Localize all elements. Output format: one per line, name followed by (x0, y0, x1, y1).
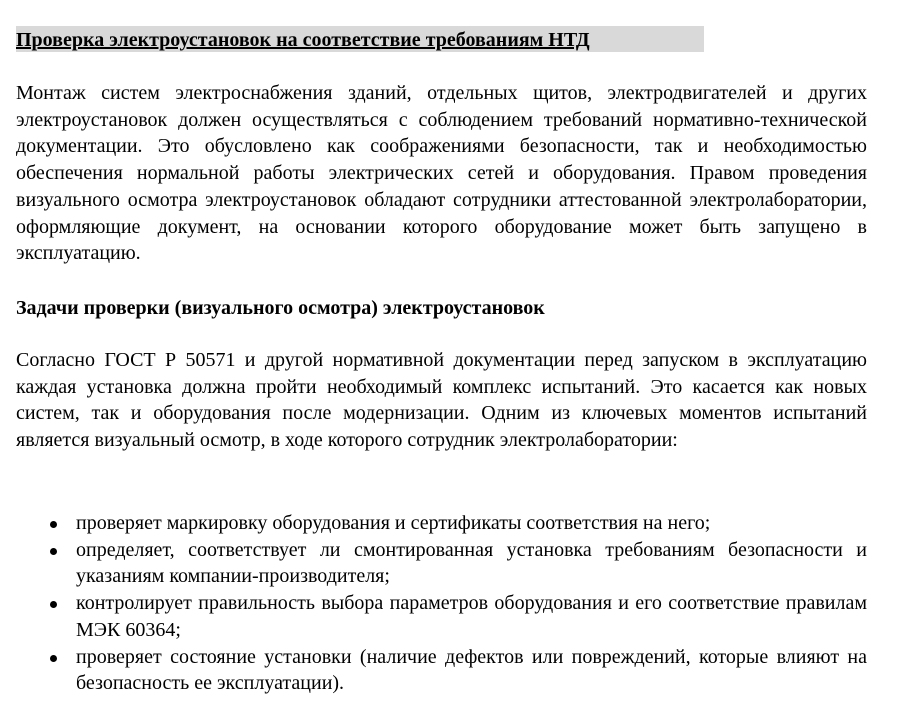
list-item-text: проверяет состояние установки (наличие дефектов или повреждений, которые влияют на безопасность ее эксплуатации). (76, 645, 867, 695)
bullet-icon (50, 548, 57, 555)
list-item (16, 644, 867, 697)
list-item (16, 510, 867, 537)
section-paragraph: Согласно ГОСТ Р 50571 и другой нормативной документации перед запуском в эксплуатацию каждая установка должна пройти необходимый комплекс испытаний. Это касается как новых систем, так и оборудования после модернизации. Одним из ключевых моментов испытаний является визуальный осмотр, в ходе которого сотрудник электролаборатории: (16, 349, 867, 452)
list-item-text: определяет, соответствует ли смонтированная установка требованиям безопасности и указаниям компании-производителя; (76, 538, 867, 588)
bullet-icon (50, 601, 57, 608)
list-item (16, 537, 867, 590)
list-item-text: контролирует правильность выбора параметров оборудования и его соответствие правилам МЭК 60364; (76, 592, 867, 641)
section-heading: Задачи проверки (визуального осмотра) электроустановок (16, 297, 545, 319)
list-item-text: проверяет маркировку оборудования и сертификаты соответствия на него; (76, 512, 711, 534)
task-list (16, 510, 867, 697)
bullet-icon (50, 521, 57, 528)
list-item (16, 590, 867, 643)
page-title: Проверка электроустановок на соответствие требованиям НТД (16, 29, 590, 51)
intro-paragraph: Монтаж систем электроснабжения зданий, отдельных щитов, электродвигателей и других электроустановок должен осуществляться с соблюдением требований нормативно-технической документации. Это обусловлено как соображениями безопасности, так и необходимостью обеспечения нормальной работы электрических сетей и оборудования. Правом проведения визуального осмотра электроустановок обладают сотрудники аттестованной электролаборатории, оформляющие документ, на основании которого оборудование может быть запущено в эксплуатацию. (16, 82, 867, 265)
bullet-icon (50, 655, 57, 662)
